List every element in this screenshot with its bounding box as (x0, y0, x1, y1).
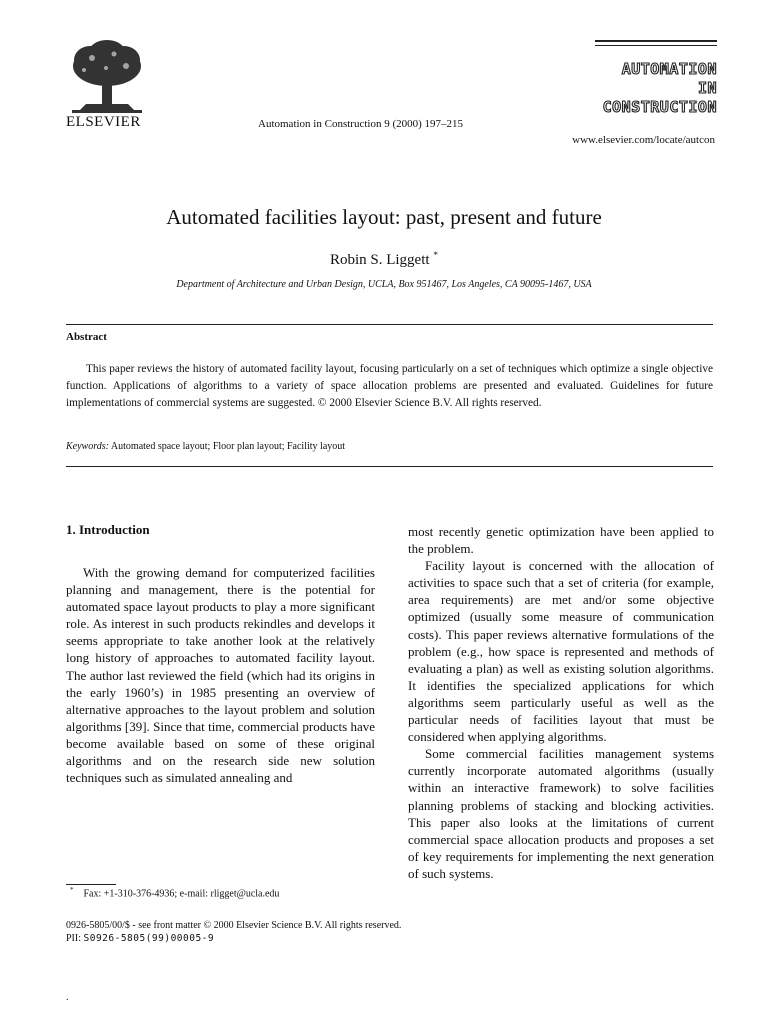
author-footnote-mark: * (433, 250, 439, 260)
abstract-text: This paper reviews the history of automated facility layout, focusing particularly on a set of techniques which optimize a single objective function. Applications of algorithms to a variety of space allocation problems are presented and evaluated. Guidelines for future implementations of commercial systems are suggested. © 2000 Elsevier Science B.V. All rights reserved. (66, 363, 713, 409)
body-paragraph: Some commercial facilities management systems currently incorporate automated algorithms (usually within an interactive framework) to solve facilities planning problems of stacking and blocking activities. This paper also looks at the limitations of current commercial space allocation products and proposes a set of key requirements for implementing the next generation of such systems. (408, 746, 714, 881)
footnote (70, 886, 280, 900)
pii-label: PII: (66, 933, 81, 944)
footnote-rule (66, 884, 116, 885)
author-name: Robin S. Liggett (329, 252, 430, 268)
abstract-heading: Abstract (66, 331, 107, 343)
journal-title: AUTOMATION IN CONSTRUCTION (602, 60, 717, 116)
keywords-line (66, 441, 345, 452)
pii-code: S0926-5805(99)00005-9 (83, 933, 215, 944)
banner-rule (595, 40, 717, 42)
body-paragraph-continued: most recently genetic optimization have been applied to the problem. (408, 524, 714, 557)
author-affiliation: Department of Architecture and Urban Design, UCLA, Box 951467, Los Angeles, CA 90095-1467, USA (176, 279, 592, 290)
article-title: Automated facilities layout: past, present and future (166, 205, 602, 229)
publisher-name: ELSEVIER (66, 114, 141, 130)
section-heading: 1. Introduction (66, 522, 150, 537)
author-line (0, 250, 768, 269)
keywords-list: Automated space layout; Floor plan layout; Facility layout (110, 441, 346, 452)
body-paragraph: Facility layout is concerned with the allocation of activities to space such that a set of criteria (for example, area requirements) are met and/or some objective optimized (usually some measure of communication costs). This paper reviews alternative formulations of the problem (e.g., how space is represented and methods of evaluating a plan) as well as existing solution algorithms. It identifies the specialized applications for which algorithms seem particularly useful as well as the particular needs of facilities layout that must be considered when applying algorithms. (408, 558, 714, 745)
journal-url[interactable]: www.elsevier.com/locate/autcon (572, 134, 715, 146)
abstract-top-rule (66, 324, 713, 325)
journal-banner (595, 40, 717, 117)
abstract-bottom-rule (66, 466, 713, 467)
banner-rule-thin (595, 45, 717, 46)
journal-citation: Automation in Construction 9 (2000) 197–215 (258, 118, 464, 130)
footnote-text: Fax: +1-310-376-4936; e-mail: rligget@ucla.edu (83, 888, 280, 900)
right-column (408, 523, 714, 882)
left-column (66, 564, 375, 786)
body-paragraph: With the growing demand for computerized facilities planning and management, there is the potential for automated space layout products to play a more significant role. As interest in such products rekindles and develops it seems appropriate to take another look at the relatively long history of approaches to automated facility layout. The author last reviewed the field (which had its origins in the early 1960’s) in 1985 presenting an overview of alternative approaches to the layout problem and solution algorithms [39]. Since that time, commercial products have become available based on some of these original algorithms and on the research side new solution techniques such as simulated annealing and (66, 565, 375, 786)
pii-line (66, 933, 214, 944)
page-dot: . (66, 992, 69, 1003)
keywords-label: Keywords: (66, 441, 109, 452)
copyright-line: 0926-5805/00/$ - see front matter © 2000 Elsevier Science B.V. All rights reserved. (66, 920, 402, 931)
footnote-mark: * (70, 886, 74, 894)
